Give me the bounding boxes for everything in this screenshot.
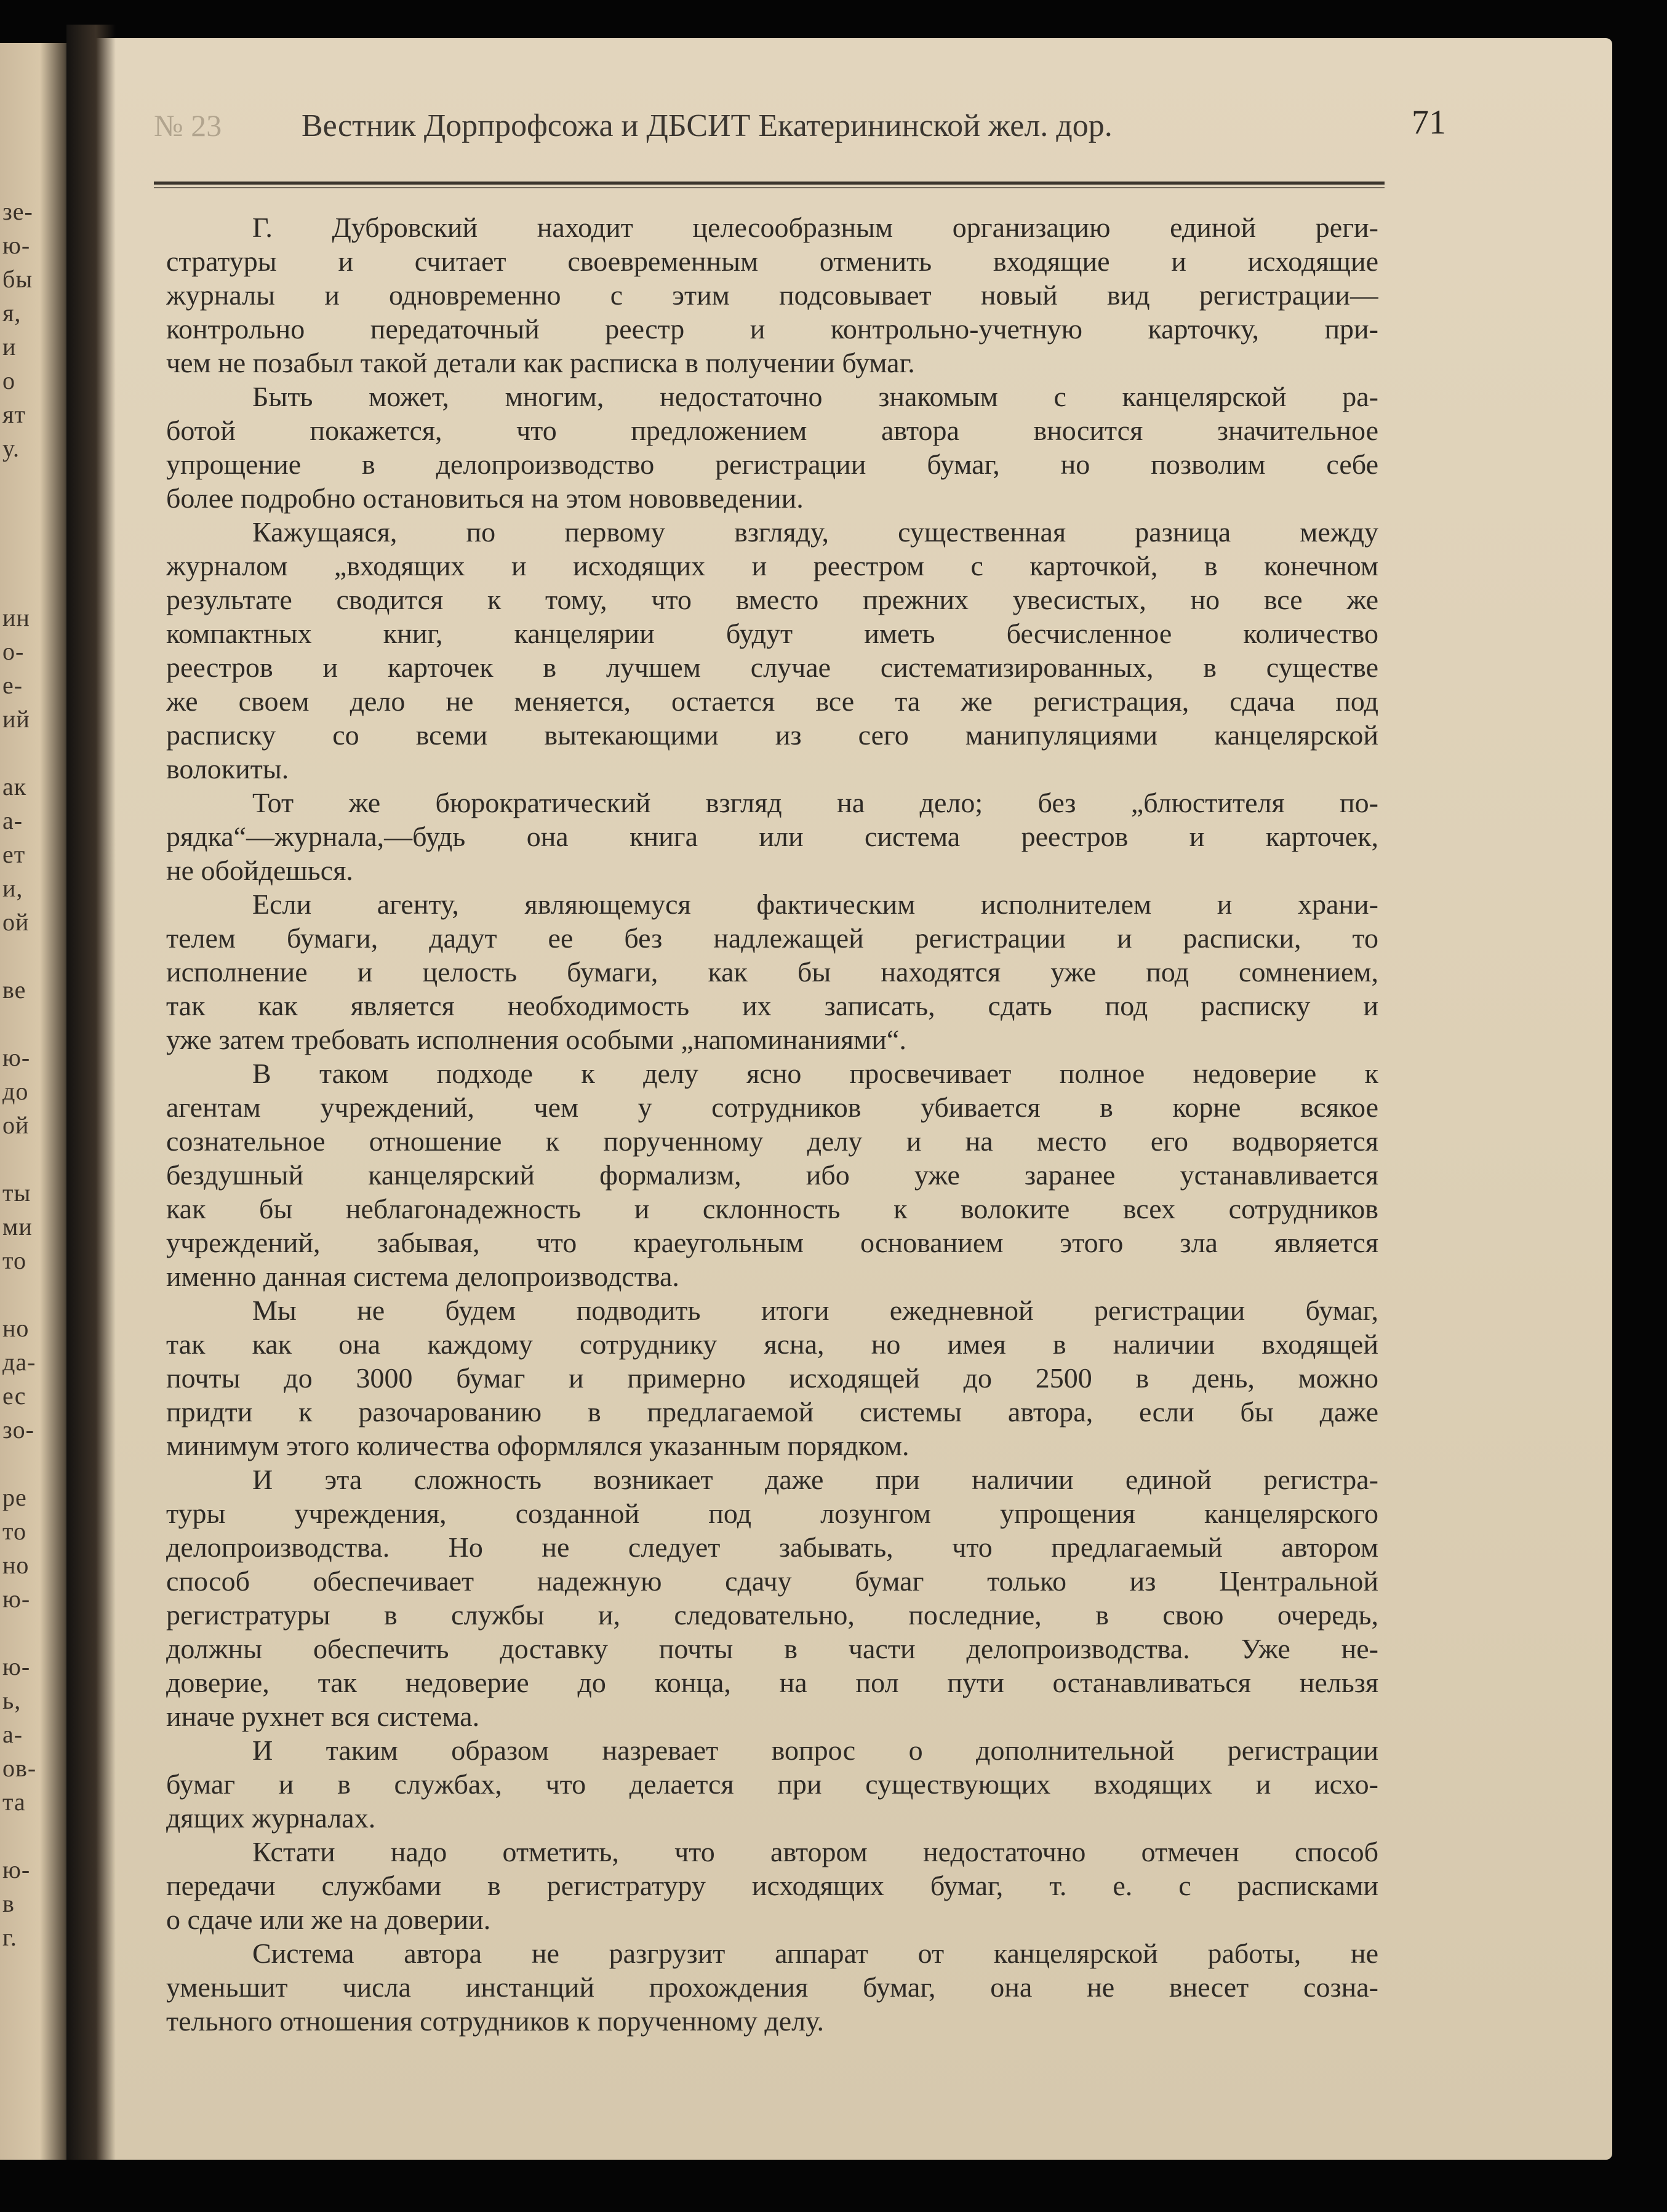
text-line: И эта сложность возникает даже при наличии единой регистра- [252, 1464, 1378, 1495]
previous-page-fragment: да- [2, 1348, 36, 1376]
text-line: доверие, так недоверие до конца, на пол пути останавливаться нельзя [166, 1667, 1378, 1698]
previous-page-fragment: та [2, 1788, 26, 1816]
text-line: реестров и карточек в лучшем случае систематизированных, в существе [166, 652, 1378, 683]
text-line: компактных книг, канцелярии будут иметь бесчисленное количество [166, 618, 1378, 649]
text-line: передачи службами в регистратуру исходящих бумаг, т. е. с расписками [166, 1870, 1378, 1901]
text-line: Если агенту, являющемуся фактическим исполнителем и храни- [252, 888, 1378, 920]
previous-page-fragment: но [2, 1551, 30, 1579]
text-line: агентам учреждений, чем у сотрудников убивается в корне всякое [166, 1092, 1378, 1123]
text-line: чем не позабыл такой детали как расписка в получении бумаг. [166, 347, 915, 378]
previous-page-fragment [2, 501, 69, 531]
text-line: туры учреждения, созданной под лозунгом упрощения канцелярского [166, 1498, 1378, 1529]
text-line: рядка“—журнала,—будь она книга или система реестров и карточек, [166, 821, 1378, 852]
text-line: делопроизводства. Но не следует забывать, что предлагаемый автором [166, 1531, 1378, 1563]
text-line: регистратуры в службы и, следовательно, последние, в свою очередь, [166, 1599, 1378, 1631]
text-line: упрощение в делопроизводство регистрации бумаг, но позволим себе [166, 449, 1378, 480]
previous-page-fragment: ты [2, 1179, 31, 1207]
previous-page-fragment: ю- [2, 1044, 31, 1071]
paragraph [166, 887, 1378, 1056]
text-line: не обойдешься. [166, 855, 353, 886]
text-line: уменьшит числа инстанций прохождения бумаг, она не внесет созна- [166, 1971, 1378, 2003]
previous-page-fragment: бы [2, 265, 33, 293]
text-line: учреждений, забывая, что краеугольным основанием этого зла является [166, 1227, 1378, 1258]
gutter-shadow [66, 25, 116, 2190]
previous-page-fragment: ю- [2, 1653, 31, 1680]
text-line: Г. Дубровский находит целесообразным организацию единой реги- [252, 212, 1378, 243]
previous-page-fragment: я, [2, 299, 22, 327]
previous-page-fragment: у. [2, 434, 20, 462]
text-line: придти к разочарованию в предлагаемой системы автора, если бы даже [166, 1396, 1378, 1427]
header-rule-thin [154, 187, 1385, 188]
paragraph [166, 380, 1378, 515]
text-line: именно данная система делопроизводства. [166, 1261, 679, 1292]
previous-page-fragment: е- [2, 671, 23, 699]
previous-page-fragment: ак [2, 773, 27, 801]
text-line: минимум этого количества оформлялся указанным порядком. [166, 1430, 909, 1461]
text-line: сознательное отношение к порученному делу и на место его водворяется [166, 1125, 1378, 1157]
paragraph [166, 1463, 1378, 1733]
text-line: Кажущаяся, по первому взгляду, существенная разница между [252, 516, 1378, 548]
previous-page-fragment [2, 1449, 69, 1479]
issue-number: № 23 [154, 108, 222, 143]
text-line: способ обеспечивает надежную сдачу бумаг только из Центральной [166, 1565, 1378, 1597]
previous-page-fragment: то [2, 1517, 26, 1545]
previous-page-fragment: зе- [2, 198, 33, 225]
previous-page-fragment [2, 569, 69, 599]
previous-page-fragment: ю- [2, 1856, 31, 1883]
previous-page-fragment: о- [2, 637, 25, 665]
text-line: бездушный канцелярский формализм, ибо уже заранее устанавливается [166, 1159, 1378, 1191]
previous-page-fragment: ят [2, 401, 26, 428]
previous-page-fragment: ой [2, 908, 30, 936]
previous-page-fragment: ю- [2, 1585, 31, 1613]
previous-page-fragment: а- [2, 1720, 23, 1748]
text-line: волокиты. [166, 753, 289, 785]
paragraph [166, 1936, 1378, 2038]
journal-title: Вестник Дорпрофсожа и ДБСИТ Екатерининской жел. дор. [302, 108, 1113, 143]
paragraph [166, 1835, 1378, 1936]
text-line: Система автора не разгрузит аппарат от канцелярской работы, не [252, 1938, 1378, 1969]
previous-page-fragment: о [2, 367, 15, 394]
text-line: контрольно передаточный реестр и контрольно-учетную карточку, при- [166, 313, 1378, 345]
paragraph [166, 210, 1378, 380]
text-line: же своем дело не меняется, остается все та же регистрация, сдача под [166, 685, 1378, 717]
previous-page-fragment: ий [2, 705, 30, 733]
text-line: результате сводится к тому, что вместо прежних увесистых, но все же [166, 584, 1378, 615]
running-header [154, 103, 1452, 157]
previous-page-fragment: г. [2, 1923, 17, 1951]
previous-page-fragment [2, 1009, 69, 1039]
paragraph [166, 515, 1378, 786]
previous-page-fragment [2, 1144, 69, 1174]
text-line: бумаг и в службах, что делается при существующих входящих и исхо- [166, 1768, 1378, 1800]
text-line: так как она каждому сотруднику ясна, но имея в наличии входящей [166, 1328, 1378, 1360]
previous-page-fragment: ре [2, 1483, 27, 1511]
previous-page-fragment [2, 1618, 69, 1648]
text-line: дящих журналах. [166, 1802, 376, 1834]
paragraph [166, 1293, 1378, 1463]
text-line: расписку со всеми вытекающими из сего манипуляциями канцелярской [166, 719, 1378, 751]
previous-page-fragment: до [2, 1077, 29, 1105]
previous-page-edge [0, 43, 73, 2160]
previous-page-fragment: ов- [2, 1754, 37, 1782]
previous-page-fragment: и, [2, 874, 23, 902]
previous-page-fragment: ес [2, 1382, 26, 1410]
previous-page-fragment [2, 738, 69, 768]
previous-page-fragment: ми [2, 1213, 33, 1240]
previous-page-fragment: ь, [2, 1687, 22, 1714]
text-line: должны обеспечить доставку почты в части делопроизводства. Уже не- [166, 1633, 1378, 1664]
text-line: И таким образом назревает вопрос о дополнительной регистрации [252, 1735, 1378, 1766]
paragraph [166, 1733, 1378, 1835]
previous-page-fragment: и [2, 333, 17, 361]
text-line: Кстати надо отметить, что автором недостаточно отмечен способ [252, 1836, 1378, 1867]
previous-page-fragment: ин [2, 604, 30, 631]
text-line: Быть может, многим, недостаточно знакомым с канцелярской ра- [252, 381, 1378, 412]
previous-page-fragment: зо- [2, 1416, 34, 1443]
previous-page-fragment: ю- [2, 231, 31, 259]
article-body [166, 210, 1378, 2038]
previous-page-fragment: но [2, 1314, 30, 1342]
previous-page-fragment: в [2, 1890, 15, 1917]
text-line: журналом „входящих и исходящих и реестром с карточкой, в конечном [166, 550, 1378, 581]
paragraph [166, 1056, 1378, 1293]
text-line: Мы не будем подводить итоги ежедневной регистрации бумаг, [252, 1295, 1378, 1326]
text-line: как бы неблагонадежность и склонность к волоките всех сотрудников [166, 1193, 1378, 1224]
text-line: тельного отношения сотрудников к порученному делу. [166, 2005, 825, 2037]
previous-page-fragment [2, 535, 69, 565]
text-line: В таком подходе к делу ясно просвечивает полное недоверие к [252, 1058, 1378, 1089]
previous-page-fragment: а- [2, 807, 23, 834]
text-line: ботой покажется, что предложением автора вносится значительное [166, 415, 1378, 446]
previous-page-fragment: то [2, 1247, 26, 1274]
previous-page-fragment [2, 468, 69, 497]
text-line: исполнение и целость бумаги, как бы находятся уже под сомнением, [166, 956, 1378, 988]
text-line: почты до 3000 бумаг и примерно исходящей до 2500 в день, можно [166, 1362, 1378, 1394]
text-line: о сдаче или же на доверии. [166, 1904, 491, 1935]
text-line: телем бумаги, дадут ее без надлежащей регистрации и расписки, то [166, 922, 1378, 954]
previous-page-fragment: ве [2, 976, 26, 1004]
previous-page-fragment: ет [2, 840, 26, 868]
text-line: Тот же бюрократический взгляд на дело; без „блюстителя по- [252, 787, 1378, 818]
page-number: 71 [1412, 103, 1446, 142]
text-line: журналы и одновременно с этим подсовывает новый вид регистрации— [166, 279, 1378, 311]
text-line: уже затем требовать исполнения особыми „напоминаниями“. [166, 1024, 906, 1055]
previous-page-fragment: ой [2, 1111, 30, 1139]
previous-page-fragment [2, 1280, 69, 1309]
header-rule [154, 182, 1385, 185]
scan-bottom-edge [0, 2160, 1667, 2212]
text-line: так как является необходимость их записать, сдать под расписку и [166, 990, 1378, 1021]
paragraph [166, 786, 1378, 887]
previous-page-fragment [2, 941, 69, 971]
text-line: более подробно остановиться на этом нововведении. [166, 482, 804, 514]
text-line: иначе рухнет вся система. [166, 1701, 480, 1732]
previous-page-fragment [2, 1821, 69, 1851]
text-line: стратуры и считает своевременным отменить входящие и исходящие [166, 246, 1378, 277]
